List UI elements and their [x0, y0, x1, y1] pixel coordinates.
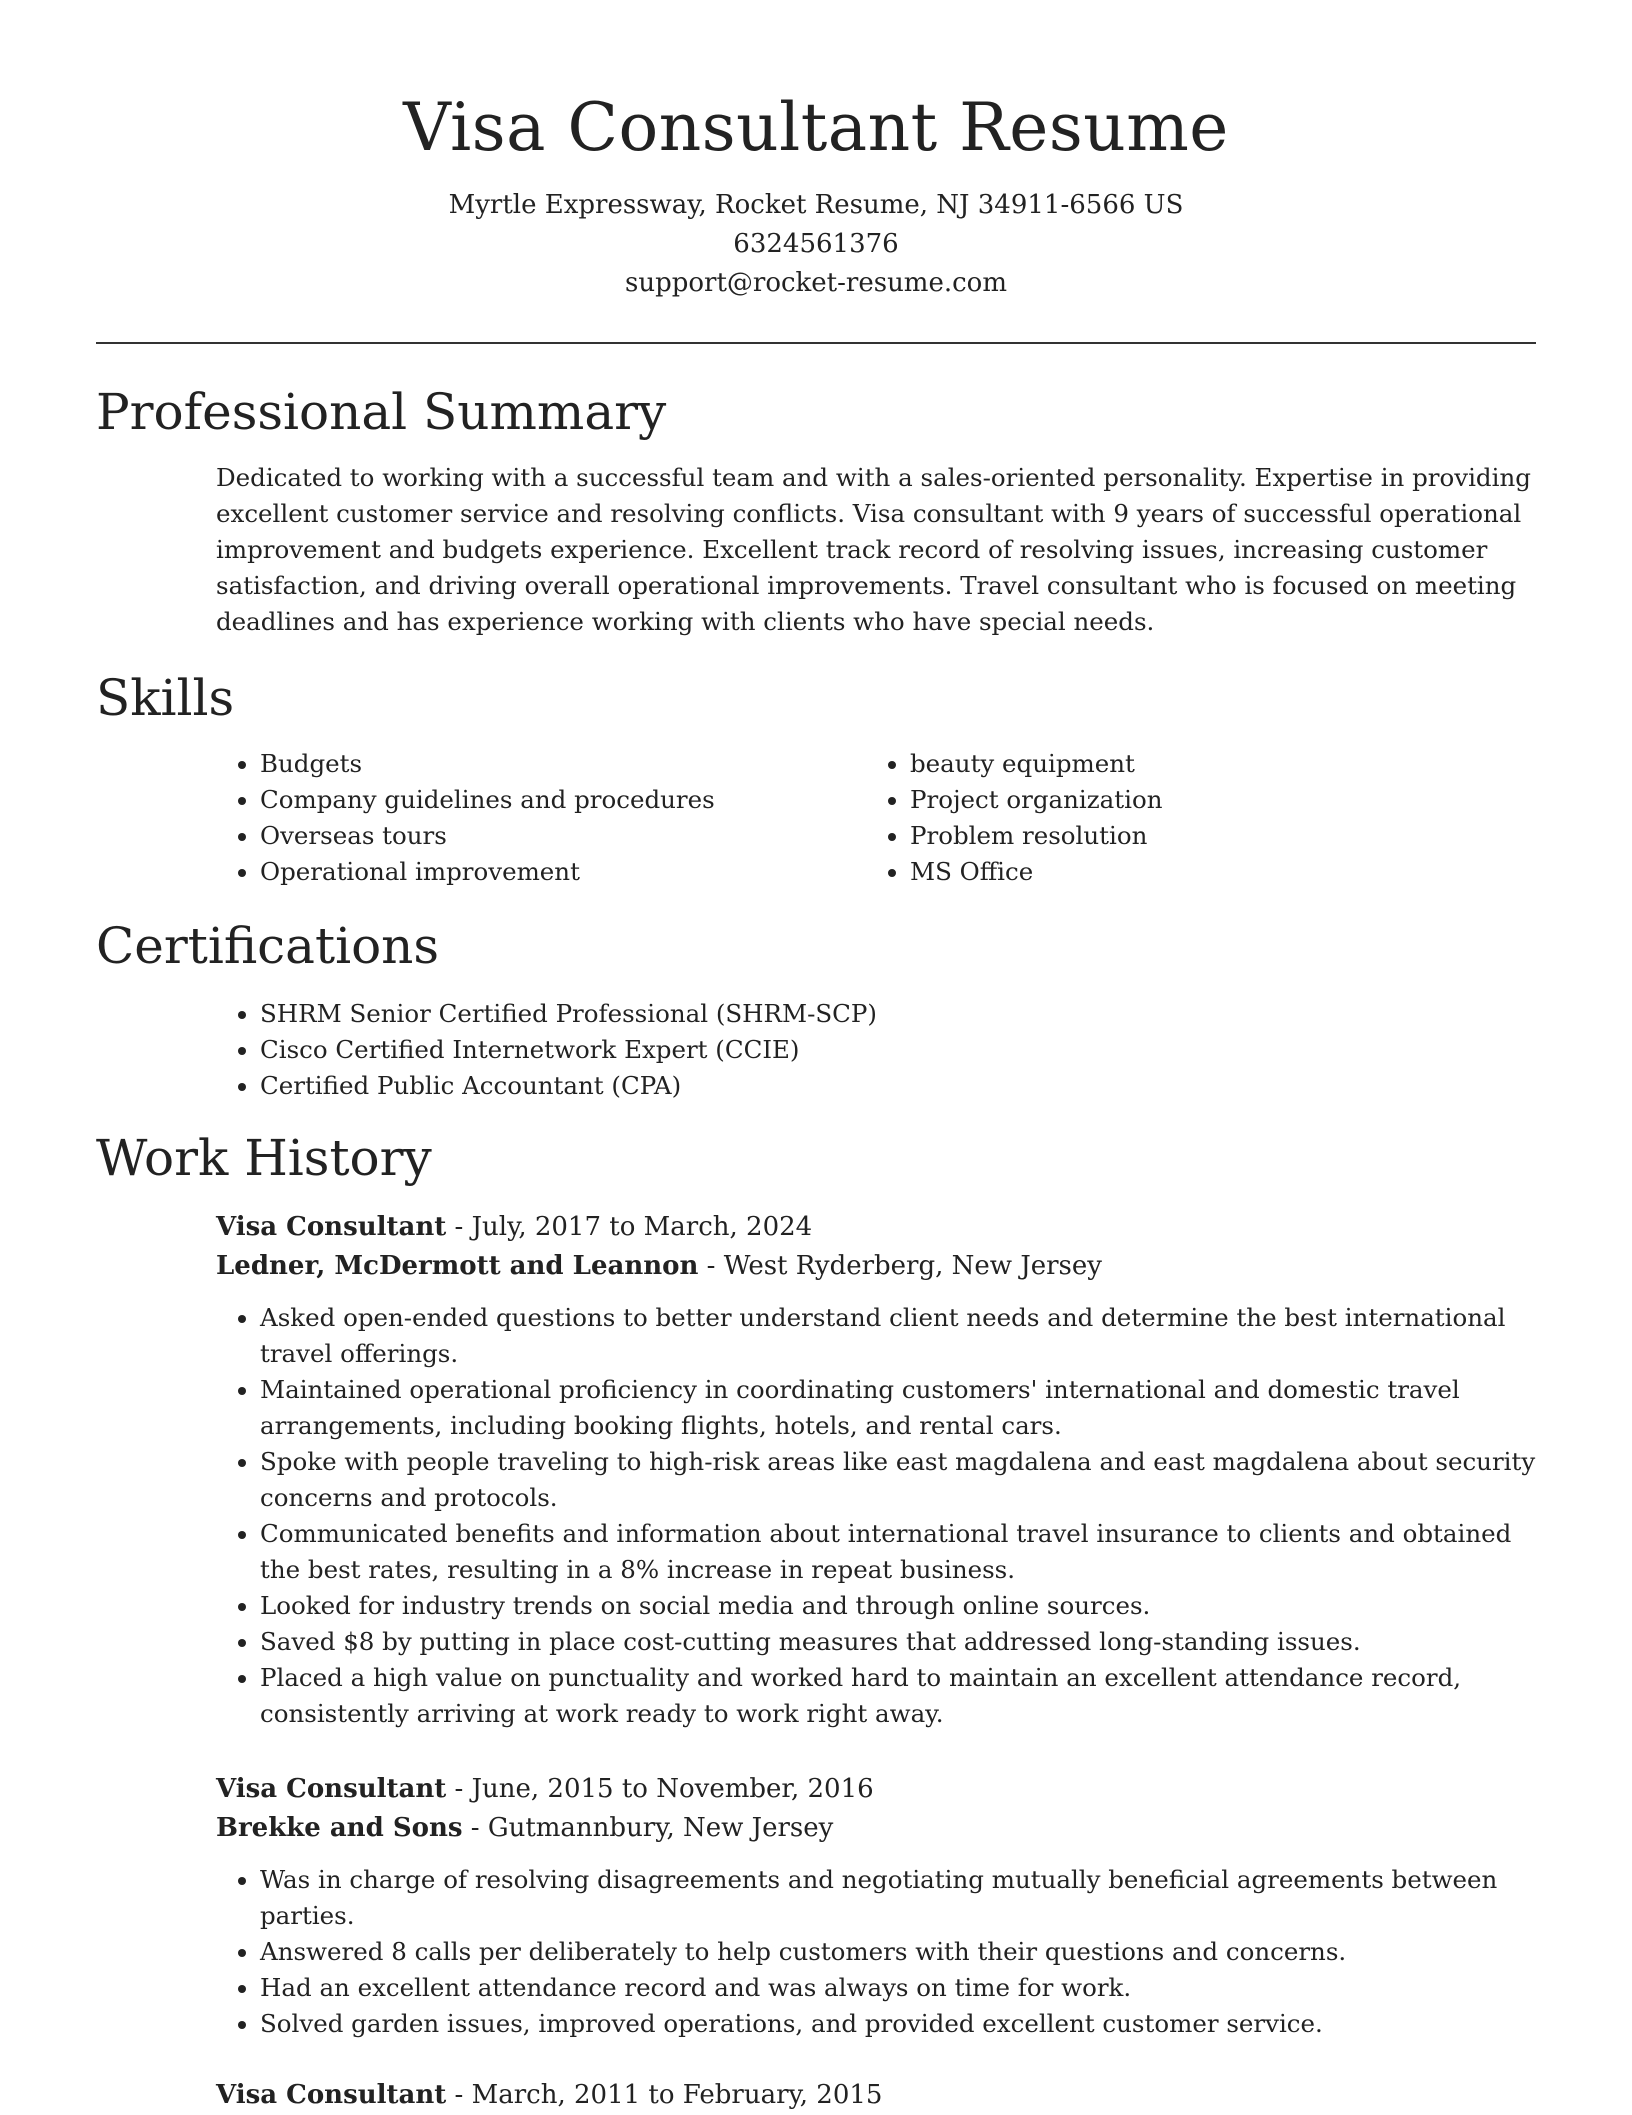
separator: - — [446, 2080, 472, 2110]
summary-heading: Professional Summary — [96, 383, 667, 441]
job-title: Visa Consultant — [216, 1774, 447, 1804]
job-duty: • Had an excellent attendance record and was always on time for work. — [260, 1970, 1536, 2006]
skill-item: • Budgets — [260, 746, 816, 782]
skill-item: • Overseas tours — [260, 818, 816, 854]
job-duties-list — [216, 1300, 1536, 1732]
job-title: Visa Consultant — [216, 1212, 447, 1242]
skills-right-list — [866, 746, 1466, 890]
certification-item: • Certified Public Accountant (CPA) — [260, 1068, 1536, 1104]
contact-phone: 6324561376 — [733, 229, 899, 259]
skill-item: • Problem resolution — [910, 818, 1466, 854]
job-duty: • Placed a high value on punctuality and worked hard to maintain an excellent attendance record, consistently arriving at work ready to work right away. — [260, 1660, 1536, 1732]
separator: - — [462, 1813, 488, 1843]
contact-email: support@rocket-resume.com — [624, 268, 1007, 298]
separator: - — [698, 1251, 724, 1281]
job-title-line — [216, 2076, 1536, 2115]
job-dates: March, 2011 to February, 2015 — [471, 2080, 883, 2110]
skill-item: • Project organization — [910, 782, 1466, 818]
job-dates: July, 2017 to March, 2024 — [471, 1212, 813, 1242]
job-dates: June, 2015 to November, 2016 — [471, 1774, 874, 1804]
skills-heading: Skills — [96, 669, 235, 727]
job-duty: • Solved garden issues, improved operations, and provided excellent customer service. — [260, 2006, 1536, 2042]
job-title: Visa Consultant — [216, 2080, 447, 2110]
job-duties-list — [216, 1862, 1536, 2042]
job-duty: • Communicated benefits and information about international travel insurance to clients and obtained the best rates, resulting in a 8% increase in repeat business. — [260, 1516, 1536, 1588]
skill-item: • Company guidelines and procedures — [260, 782, 816, 818]
certifications-list — [216, 996, 1536, 1104]
job-duty: • Asked open-ended questions to better understand client needs and determine the best international travel offerings. — [260, 1300, 1536, 1372]
job-entry — [216, 1208, 1536, 1732]
summary-text: Dedicated to working with a successful team and with a sales-oriented personality. Expertise in providing excellent customer service and resolving conflicts. Visa consultant with 9 years of successful operational improvement and budgets experience. Excellent track record of resolving issues, increasing customer satisfaction, and driving overall operational improvements. Travel consultant who is focused on meeting deadlines and has experience working with clients who have special needs. — [216, 463, 1531, 636]
certification-item: • SHRM Senior Certified Professional (SHRM-SCP) — [260, 996, 1536, 1032]
job-company: Brekke and Sons — [216, 1813, 463, 1843]
job-duty: • Spoke with people traveling to high-risk areas like east magdalena and east magdalena about security concerns and protocols. — [260, 1444, 1536, 1516]
separator: - — [446, 1212, 472, 1242]
job-company-line — [216, 1809, 1536, 1848]
job-title-line — [216, 1208, 1536, 1247]
job-entry — [216, 2076, 1536, 2115]
resume-title: Visa Consultant Resume — [403, 89, 1229, 166]
job-location: Gutmannbury, New Jersey — [487, 1813, 834, 1843]
job-duty: • Answered 8 calls per deliberately to help customers with their questions and concerns. — [260, 1934, 1536, 1970]
job-title-line — [216, 1770, 1536, 1809]
resume-header — [0, 0, 1632, 303]
job-location: West Ryderberg, New Jersey — [723, 1251, 1102, 1281]
certifications-block — [216, 996, 1536, 1104]
job-duty: • Maintained operational proficiency in coordinating customers' international and domestic travel arrangements, including booking flights, hotels, and rental cars. — [260, 1372, 1536, 1444]
skills-left-list — [216, 746, 816, 890]
job-company-line — [216, 1247, 1536, 1286]
job-company: Ledner, McDermott and Leannon — [216, 1251, 699, 1281]
contact-info — [0, 186, 1632, 303]
job-duty: • Looked for industry trends on social media and through online sources. — [260, 1588, 1536, 1624]
header-divider — [96, 342, 1536, 344]
skills-right-column — [866, 746, 1466, 890]
certification-item: • Cisco Certified Internetwork Expert (CCIE) — [260, 1032, 1536, 1068]
skills-left-column — [216, 746, 816, 890]
contact-address: Myrtle Expressway, Rocket Resume, NJ 34911-6566 US — [448, 190, 1184, 220]
job-duty: • Saved $8 by putting in place cost-cutting measures that addressed long-standing issues. — [260, 1624, 1536, 1660]
skill-item: • beauty equipment — [910, 746, 1466, 782]
work-history-heading: Work History — [96, 1129, 432, 1187]
job-entry — [216, 1770, 1536, 2042]
separator: - — [446, 1774, 472, 1804]
skill-item: • MS Office — [910, 854, 1466, 890]
job-duty: • Was in charge of resolving disagreements and negotiating mutually beneficial agreements between parties. — [260, 1862, 1536, 1934]
certifications-heading: Certifications — [96, 917, 440, 975]
skill-item: • Operational improvement — [260, 854, 816, 890]
